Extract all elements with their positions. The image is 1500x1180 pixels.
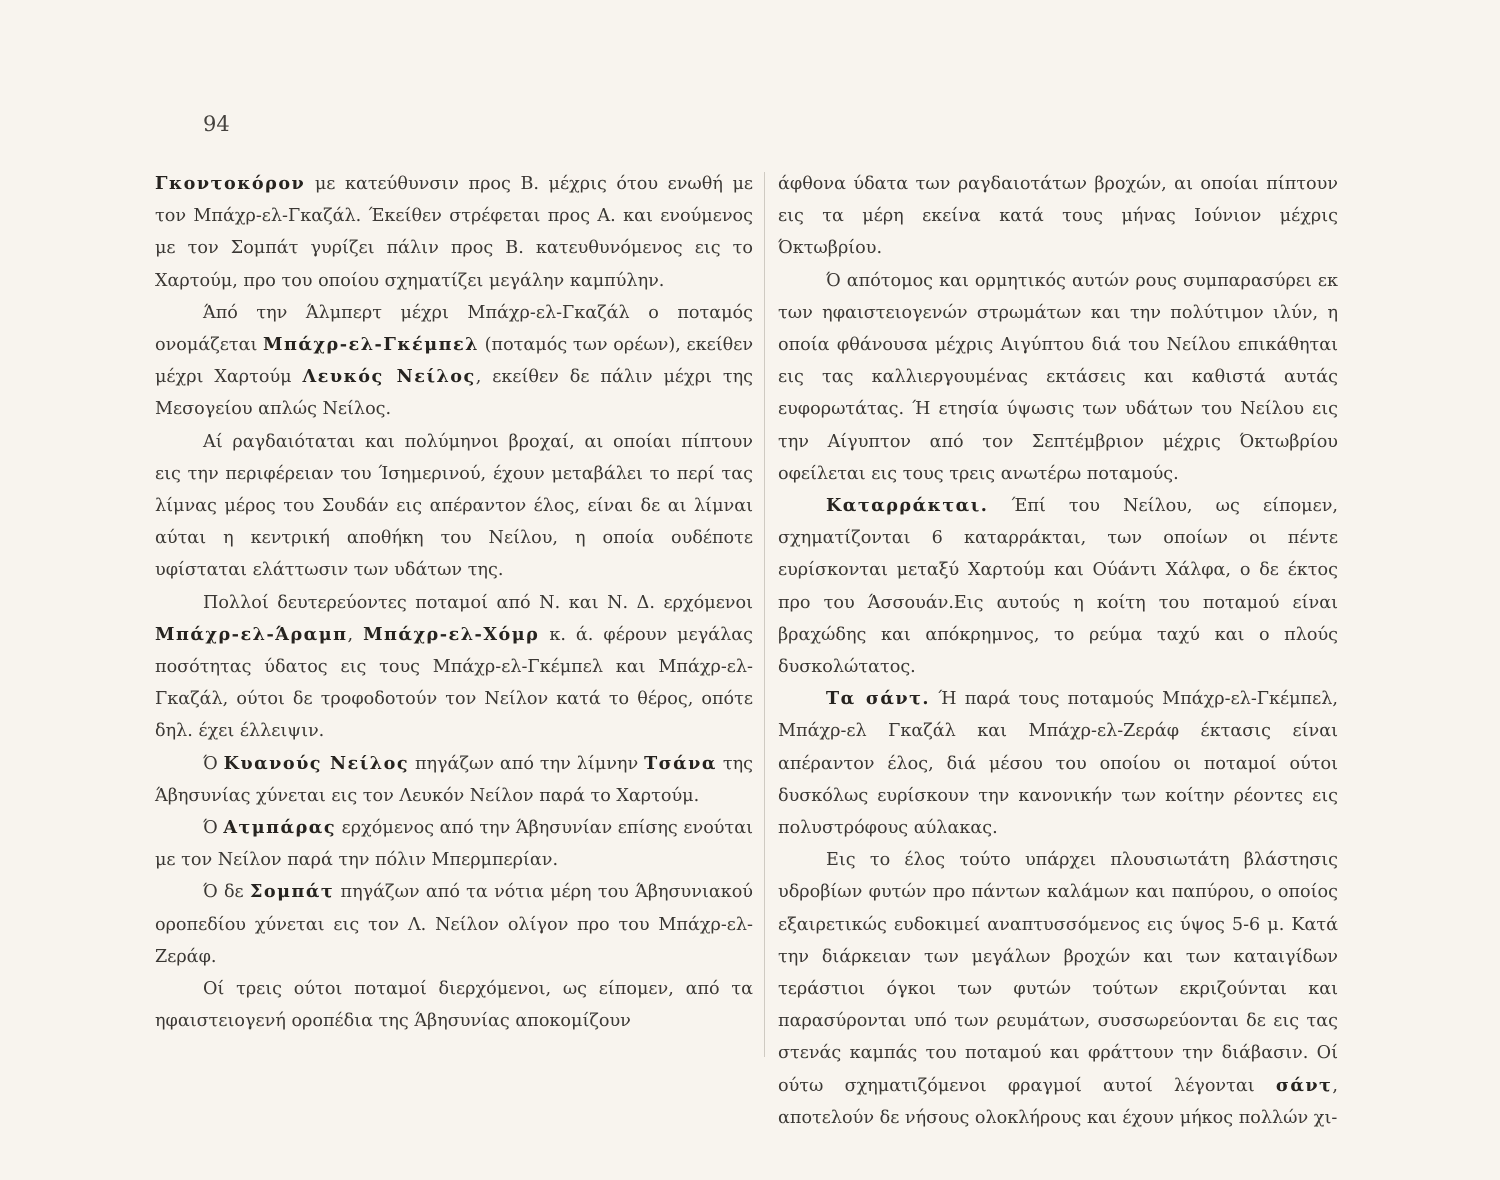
text: πηγάζων από την λίμνην [409, 753, 645, 774]
section-heading: Καταρράκται. [826, 495, 989, 517]
text: με κατεύθυνσιν προς Β. μέχρις ότου ενωθή με τον Μπάχρ-ελ-Γκαζάλ. Έκείθεν στρέφεται προς Α. και ενούμενος με τον Σομπάτ γυρίζει πάλιν προς Β. κατευθυνόμενος εις το Χαρτούμ, προ του οποίου σχηματίζει μεγάλην καμπύλην. [155, 174, 753, 291]
emphasis-term: Λευκός Νείλος [302, 366, 476, 388]
text: , [347, 624, 364, 645]
paragraph [155, 748, 753, 812]
text: Πολλοί δευτερεύοντες ποταμοί από Ν. και Ν. Δ. ερχόμενοι [203, 592, 753, 613]
left-column [155, 168, 753, 1037]
text: Έπί του Νείλου, ως είπομεν, σχηματίζονται 6 καταρράκται, των οποίων οι πέντε ευρίσκονται μεταξύ Χαρτούμ και Ούάντι Χάλφα, ο δε έκτος προ του Άσσουάν.Εις αυτούς η κοίτη του ποταμού είναι βραχώδης και απόκρημνος, το ρεύμα ταχύ και ο πλούς δυσκολώτατος. [778, 496, 1338, 678]
emphasis-term: Μπάχρ-ελ-Άραμπ [155, 623, 348, 645]
text: (ποταμός των ορέων), εκείθεν μέχρι Χαρτούμ [155, 335, 754, 388]
text: Ή παρά τους ποταμούς Μπάχρ-ελ-Γκέμπελ, Μπάχρ-ελ Γκαζάλ και Μπάχρ-ελ-Ζεράφ έκτασις είναι απέραντον έλος, διά μέσου του οποίου οι ποταμοί ούτοι δυσκόλως ευρίσκουν την κανονικήν των κοίτην ρέοντες εις πολυστρόφους αύλακας. [778, 689, 1338, 839]
text: , εκείθεν δε πάλιν μέχρι της Μεσογείου απλώς Νείλος. [155, 367, 754, 420]
emphasis-term: Σομπάτ [249, 881, 335, 903]
emphasis-term: Γκοντοκόρον [155, 173, 306, 194]
emphasis-term: Τσάνα [644, 752, 717, 774]
right-column [778, 168, 1338, 1134]
section-heading: Τα σάντ. [826, 688, 931, 710]
text: Ό [203, 753, 224, 774]
emphasis-term: σάντ [1275, 1074, 1333, 1096]
paragraph: άφθονα ύδατα των ραγδαιοτάτων βροχών, αι οποίαι πίπτουν εις τα μέρη εκείνα κατά τους μήνας Ιούνιον μέχρις Όκτωβρίου. [778, 174, 1338, 259]
paragraph: Ό απότομος και ορμητικός αυτών ρους συμπαρασύρει εκ των ηφαιστειογενών στρωμάτων και την πολύτιμον ιλύν, η οποία φθάνουσα μέχρις Αιγύπτου διά του Νείλου επικάθηται εις τας καλλιεργουμένας εκτάσεις και καθιστά αυτάς ευφορωτάτας. Ή ετησία ύψωσις των υδάτων του Νείλου εις την Αίγυπτον από τον Σεπτέμβριον μέχρις Όκτωβρίου οφείλεται εις τους τρεις ανωτέρω ποταμούς. [778, 270, 1338, 484]
paragraph [155, 297, 753, 426]
paragraph: Οί τρεις ούτοι ποταμοί διερχόμενοι, ως είπομεν, από τα ηφαιστειογενή οροπέδια της Άβησυνίας αποκομίζουν [155, 979, 753, 1032]
paragraph [155, 587, 753, 748]
emphasis-term: Μπάχρ-ελ-Χόμρ [363, 623, 540, 645]
paragraph [778, 490, 1338, 683]
text: της Άβησυνίας χύνεται εις τον Λευκόν Νείλον παρά το Χαρτούμ. [155, 753, 753, 806]
paragraph [155, 812, 753, 876]
text: Ό δε [203, 882, 250, 903]
paragraph [778, 844, 1338, 1134]
text: Ό [203, 818, 224, 839]
text: πηγάζων από τα νότια μέρη του Άβησυνιακού οροπεδίου χύνεται εις τον Λ. Νείλον ολίγον προ του Μπάχρ-ελ-Ζεράφ. [155, 882, 754, 967]
emphasis-term: Μπάχρ-ελ-Γκέμπελ [263, 334, 479, 356]
text: κ. ά. φέρουν μεγάλας ποσότητας ύδατος εις τους Μπάχρ-ελ-Γκέμπελ και Μπάχρ-ελ-Γκαζάλ, ούτοι δε τροφοδοτούν τον Νείλον κατά το θέρος, οπότε δηλ. έχει έλλειψιν. [155, 624, 754, 742]
text: ερχόμενος από την Άβησυνίαν επίσης ενούται με τον Νείλον παρά την πόλιν Μπερμπερίαν. [155, 818, 753, 871]
emphasis-term: Ατμπάρας [223, 817, 337, 839]
text: Άπό την Άλμπερτ μέχρι Μπάχρ-ελ-Γκαζάλ ο ποταμός ονομάζεται [155, 302, 753, 356]
emphasis-term: Κυανούς Νείλος [223, 752, 410, 774]
paragraph: Αί ραγδαιόταται και πολύμηνοι βροχαί, αι οποίαι πίπτουν εις την περιφέρειαν του Ίσημερινού, έχουν μεταβάλει το περί τας λίμνας μέρος του Σουδάν εις απέραντον έλος, είναι δε αι λίμναι αύται η κεντρική αποθήκη του Νείλου, η οποία ουδέποτε υφίσταται ελάττωσιν των υδάτων της. [155, 431, 753, 581]
page-number: 94 [203, 112, 230, 136]
column-divider [764, 172, 765, 1057]
paragraph [155, 168, 753, 297]
text: Εις το έλος τούτο υπάρχει πλουσιωτάτη βλάστησις υδροβίων φυτών προ πάντων καλάμων και παπύρου, ο οποίος εξαιρετικώς ευδοκιμεί αναπτυσσόμενος εις ύψος 5-6 μ. Κατά την διάρκειαν των μεγάλων βροχών και των καταιγίδων τεράστιοι όγκοι των φυτών τούτων εκριζούνται και παρασύρονται υπό των ρευμάτων, συσσωρεύονται δε εις τας στενάς καμπάς του ποταμού και φράττουν την διάβασιν. Οί ούτω σχηματιζόμενοι φραγμοί αυτοί λέγονται [778, 850, 1338, 1096]
text: , αποτελούν δε νήσους ολοκλήρους και έχουν μήκος πολλών χι- [778, 1075, 1338, 1128]
paragraph [778, 683, 1338, 844]
paragraph [155, 876, 753, 973]
